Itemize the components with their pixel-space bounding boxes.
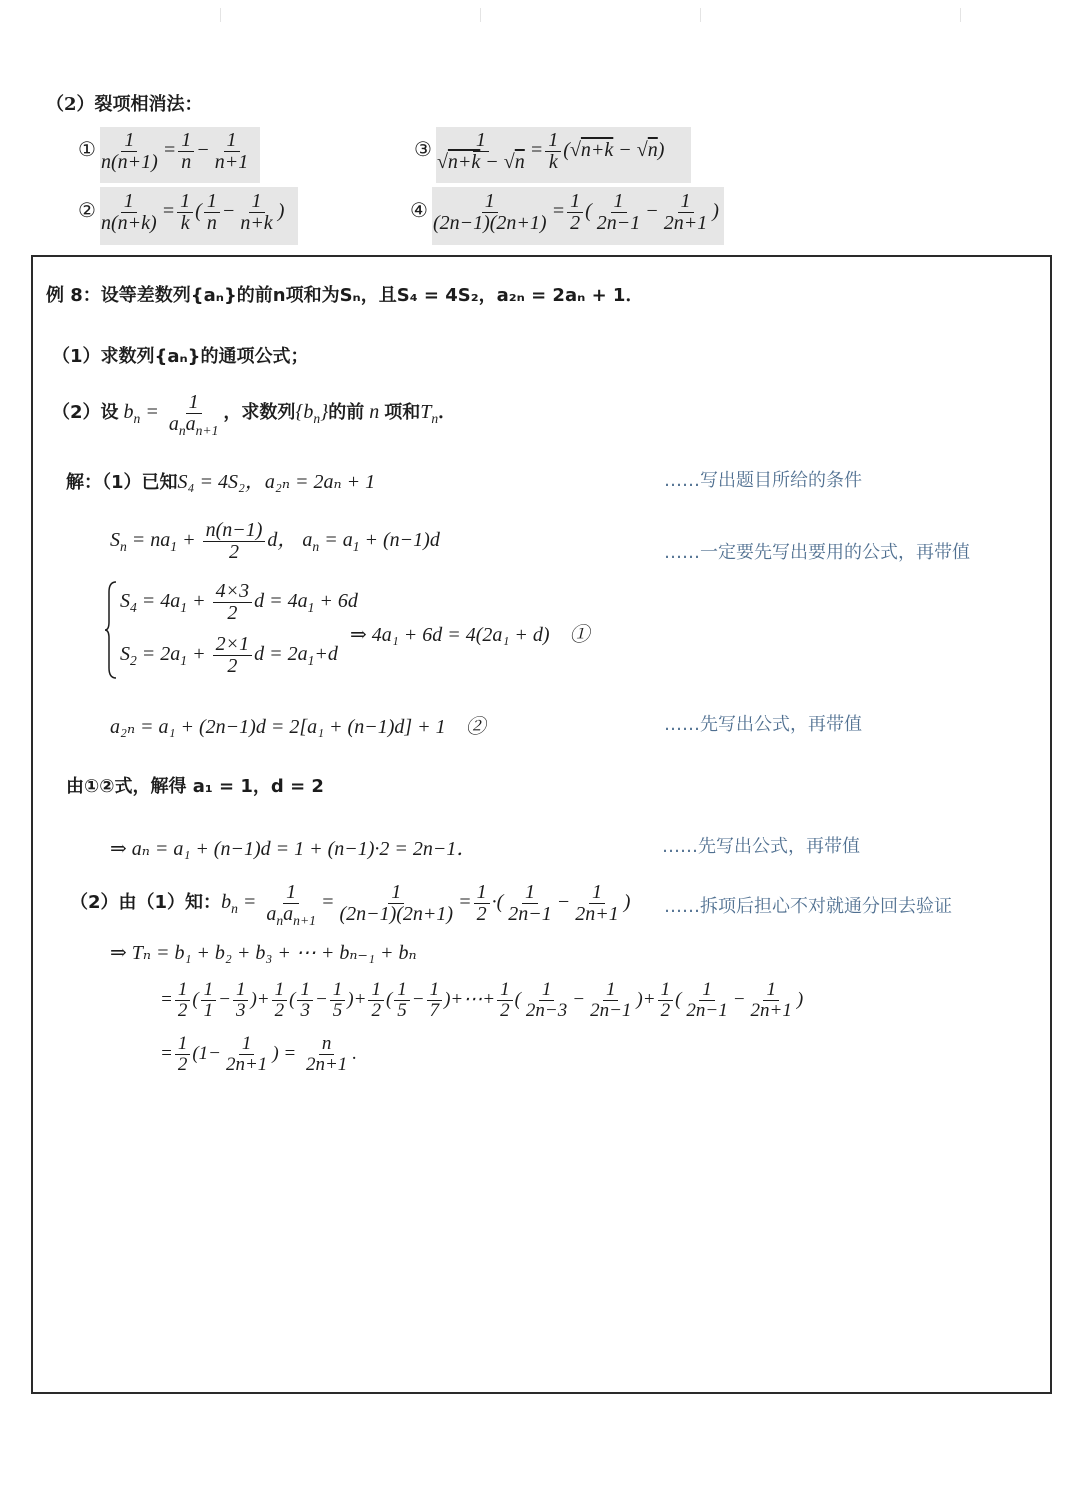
formula-1: ① $\frac{1}{n(n+1)}$ = $\frac{1}{n}$ − $\frac{1}{n+1}$ (78, 129, 249, 173)
note-4: ……先写出公式，再带值 (662, 836, 860, 857)
note-2: ……一定要先写出要用的公式，再带值 (664, 542, 970, 563)
solve-line: 由①②式，解得 a₁ = 1，d = 2 (66, 776, 324, 797)
example-part1: （1）求数列{aₙ}的通项公式； (52, 346, 309, 367)
part2-solution-line: （2）由（1）知：$b_n$ = $\frac{1}{a_na_{n+1}}$ = $\frac{1}{(2n-1)(2n+1)}$ = $\frac{1}{2}$ ·( $\frac{1}{2n-1}$ − $\frac{1}{2n+1}$ ) (70, 881, 631, 928)
example-part2-line: （2）设 $b_n$ = $\frac{1}{a_na_{n+1}}$ ，求数列$\{b_n\}$的前 n 项和$T_n$． (52, 391, 457, 438)
example-label: 例 8： (46, 285, 101, 306)
a2n-line: a₂ₙ = a₁ + (2n−1)d = 2[a₁ + (n−1)d] + 1 ② (110, 716, 486, 738)
formula-2: ② $\frac{1}{n(n+k)}$ = $\frac{1}{k}$ ( $\frac{1}{n}$ − $\frac{1}{n+k}$ ) (78, 190, 285, 234)
formula-4-marker: ④ (410, 200, 428, 223)
formula-3-marker: ③ (414, 139, 432, 162)
note-1: ……写出题目所给的条件 (664, 470, 862, 491)
page-tick (220, 8, 221, 22)
tn-line-1: ⇒ Tₙ = b₁ + b₂ + b₃ + ⋯ + bₙ₋₁ + bₙ (110, 942, 417, 964)
general-term: ⇒ aₙ = a₁ + (n−1)d = 1 + (n−1)·2 = 2n−1． (110, 838, 477, 860)
formula-2-marker: ② (78, 200, 96, 223)
tn-line-3: = $\frac{1}{2}$ (1− $\frac{1}{2n+1}$ ) = $\frac{n}{2n+1}$ . (160, 1033, 358, 1075)
formula-4: ④ $\frac{1}{(2n-1)(2n+1)}$ = $\frac{1}{2}$ ( $\frac{1}{2n-1}$ − $\frac{1}{2n+1}$ ) (410, 190, 719, 234)
system-line-2: $S_2 = 2a_1$ + $\frac{2\times 1}{2}$ $d = 2a_1+d$ (120, 633, 338, 677)
tn-line-2: = $\frac{1}{2}$ ( $\frac{1}{1}$ − $\frac{1}{3}$ )+ $\frac{1}{2}$ ( $\frac{1}{3}$ − $\frac{1}{5}$ )+ $\frac{1}{2}$ ( $\frac{1}{5}$ − $\frac{1}{7}$ )+⋯+ $\frac{1}{2}$ ( $\frac{1}{2n-3}$ − $\frac{1}{2n-1}$ )+ $\frac{1}{2}$ ( $\frac{1}{2n-1}$ − $\frac{1}{2n+1}$ ) (160, 979, 804, 1021)
solution-intro-math: S₄ = 4S₂，a₂ₙ = 2aₙ + 1 (177, 471, 376, 493)
page-tick (480, 8, 481, 22)
section-title: （2）裂项相消法： (46, 94, 203, 115)
note-3: ……先写出公式，再带值 (664, 714, 862, 735)
formula-3: ③ $\frac{1}{√n+k - √n}$ = $\frac{1}{k}$ (√n+k − √n) (414, 129, 665, 173)
sum-formula-line: $S_n = na_1$ + $\frac{n(n-1)}{2}$ d， $a_n = a_1 + (n-1)d$ (110, 519, 440, 563)
example-statement: 设等差数列{aₙ}的前n项和为Sₙ，且S₄ = 4S₂，a₂ₙ = 2aₙ + 1． (100, 285, 644, 306)
page-tick (700, 8, 701, 22)
solution-intro (66, 465, 375, 494)
formula-1-marker: ① (78, 139, 96, 162)
example-statement-line (46, 281, 643, 307)
page-tick (960, 8, 961, 22)
system-result: ⇒ 4a₁ + 6d = 4(2a₁ + d) ① (350, 624, 590, 646)
system-brace (104, 580, 118, 680)
solution-intro-label: 解：（1）已知 (66, 472, 178, 493)
note-5: ……拆项后担心不对就通分回去验证 (664, 896, 952, 917)
system-line-1: $S_4 = 4a_1$ + $\frac{4\times 3}{2}$ $d = 4a_1 + 6d$ (120, 580, 358, 624)
